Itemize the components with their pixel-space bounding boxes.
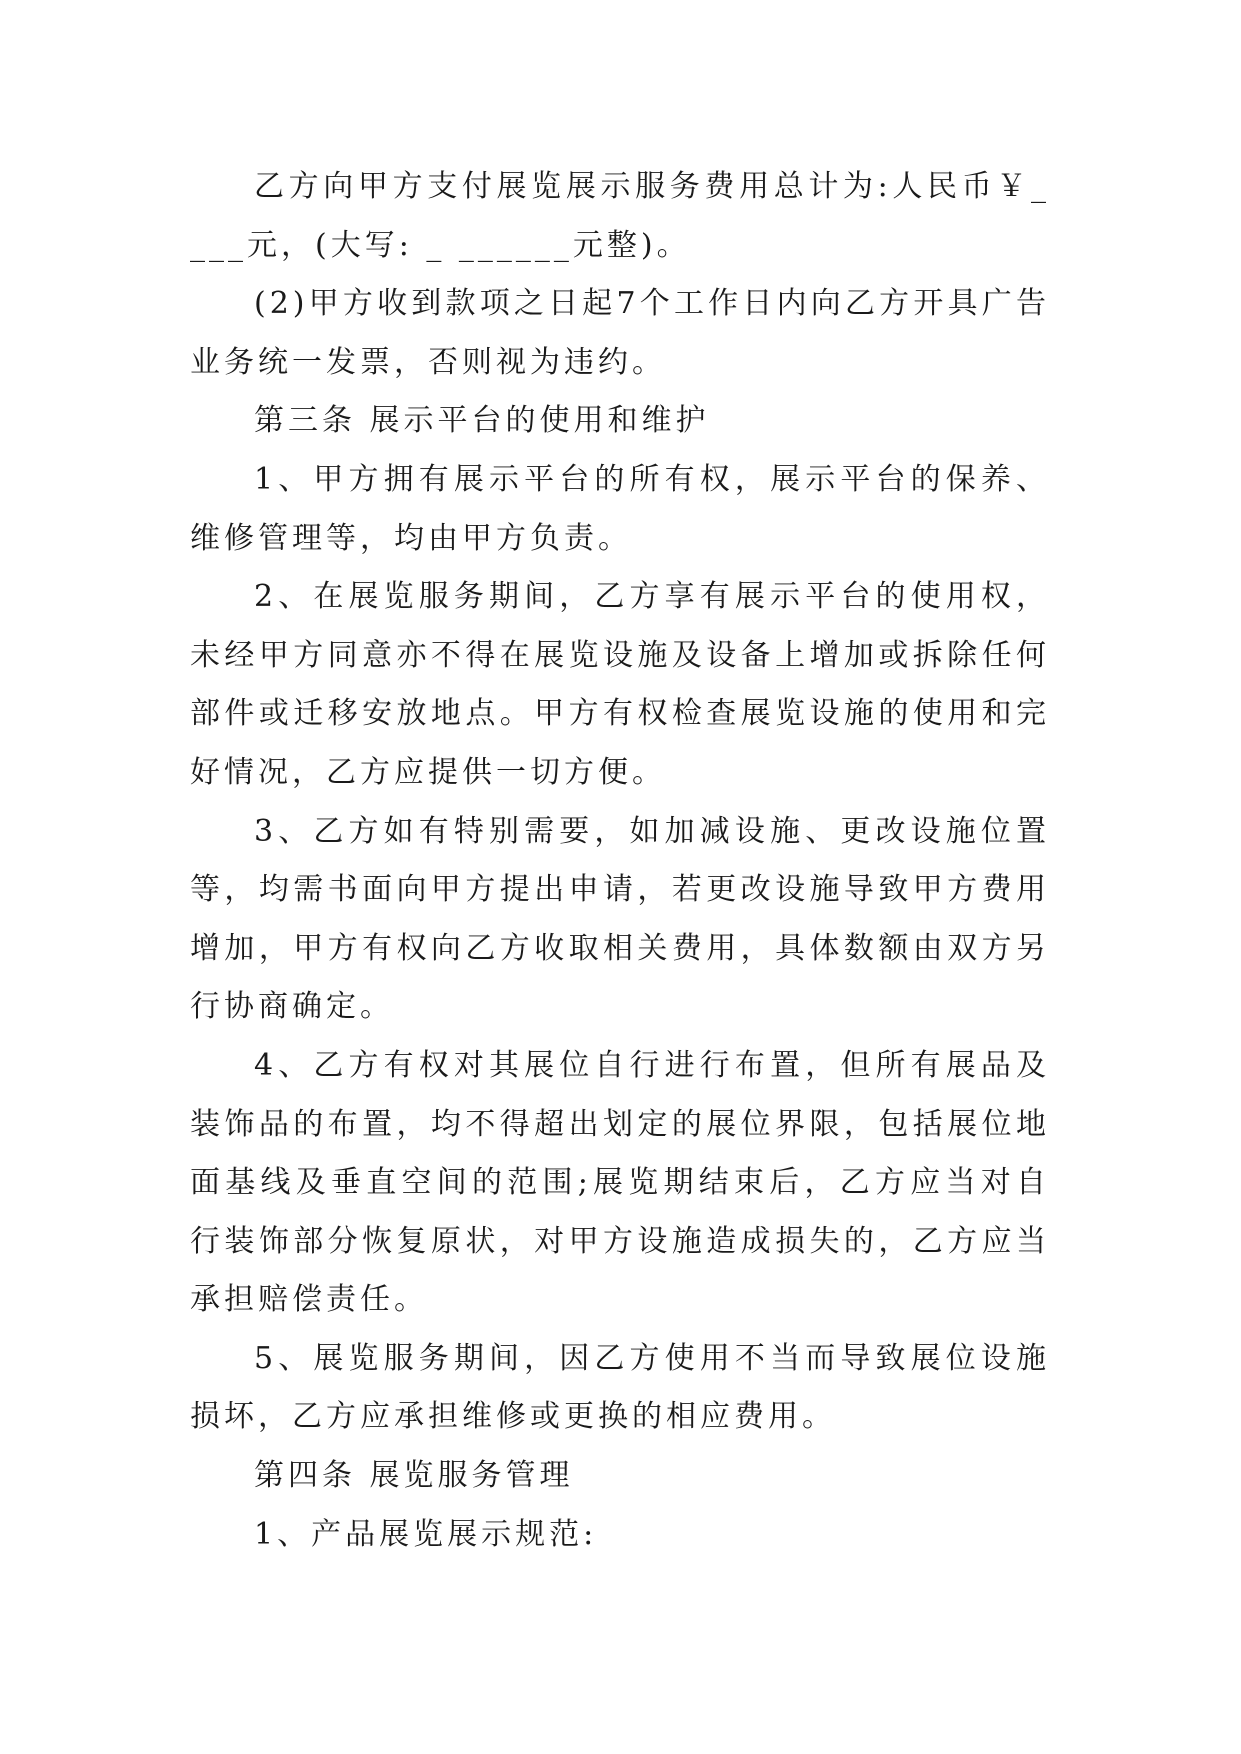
article-3-clause-3: 3、乙方如有特别需要，如加减设施、更改设施位置等，均需书面向甲方提出申请，若更改设施导致甲方费用增加，甲方有权向乙方收取相关费用，具体数额由双方另行协商确定。 bbox=[190, 813, 1050, 1025]
payment-total-paragraph: 乙方向甲方支付展览展示服务费用总计为:人民币￥____元，(大写: _ ______元整)。 bbox=[190, 169, 1050, 263]
article-3-clause-5: 5、展览服务期间，因乙方使用不当而导致展位设施损坏，乙方应承担维修或更换的相应费用。 bbox=[190, 1340, 1050, 1435]
article-4-heading: 第四条 展览服务管理 bbox=[254, 1458, 574, 1494]
invoice-paragraph: (2)甲方收到款项之日起7个工作日内向乙方开具广告业务统一发票，否则视为违约。 bbox=[190, 286, 1050, 380]
document-body bbox=[190, 158, 1050, 1564]
article-3-clause-1: 1、甲方拥有展示平台的所有权，展示平台的保养、维修管理等，均由甲方负责。 bbox=[190, 461, 1050, 556]
article-3-heading: 第三条 展示平台的使用和维护 bbox=[254, 403, 710, 439]
article-3-clause-4: 4、乙方有权对其展位自行进行布置，但所有展品及装饰品的布置，均不得超出划定的展位界限，包括展位地面基线及垂直空间的范围;展览期结束后，乙方应当对自行装饰部分恢复原状，对甲方设施造成损失的，乙方应当承担赔偿责任。 bbox=[190, 1047, 1050, 1318]
article-4-clause-1: 1、产品展览展示规范: bbox=[254, 1516, 598, 1552]
article-3-clause-2: 2、在展览服务期间，乙方享有展示平台的使用权，未经甲方同意亦不得在展览设施及设备上增加或拆除任何部件或迁移安放地点。甲方有权检查展览设施的使用和完好情况，乙方应提供一切方便。 bbox=[190, 579, 1050, 790]
